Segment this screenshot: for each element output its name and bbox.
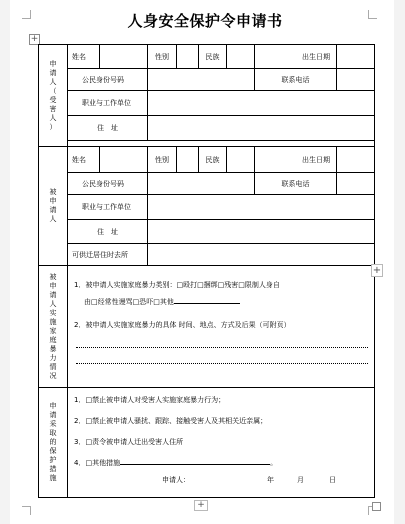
violence-detail-line: 2．被申请人实施家庭暴力的具体 时间、地点、方式及后果（可附页） <box>74 321 291 329</box>
signature-month-label: 月 <box>297 476 304 484</box>
respondent-side-char: 被 <box>49 188 57 196</box>
applicant-side-char: 请 <box>49 68 57 77</box>
signature-day-label: 日 <box>329 476 336 484</box>
violence-side-char: 请 <box>49 290 57 299</box>
measures-side-char: 采 <box>49 420 57 428</box>
applicant-address-field[interactable] <box>148 116 375 141</box>
applicant-ethnicity-field[interactable] <box>227 45 255 69</box>
respondent-job-label: 职业与工作单位 <box>68 195 148 220</box>
violence-type-line: 1．被申请人实施家庭暴力类别：□殴打□捆绑□残害□限制人身自 <box>74 281 280 289</box>
violence-other-prefix: 由□经常性谩骂□恐吓□其他 <box>84 298 174 306</box>
measure-item-4-suffix: 。 <box>270 459 278 467</box>
applicant-ethnicity-label: 民族 <box>199 45 227 69</box>
violence-side-char: 庭 <box>49 335 57 344</box>
measures-side-label <box>39 388 68 498</box>
violence-side-char: 情 <box>49 362 57 371</box>
document-title: 人身安全保护令申请书 <box>127 12 283 30</box>
respondent-side-char: 请 <box>49 206 57 214</box>
applicant-address-label: 住 址 <box>68 116 148 141</box>
crop-mark-top-left <box>22 10 31 19</box>
table-row-insert-handle-icon[interactable]: + <box>372 265 382 276</box>
applicant-name-field[interactable] <box>100 45 148 69</box>
measures-side-char: 措 <box>49 465 57 473</box>
measures-side-char: 的 <box>49 438 57 446</box>
respondent-address-label: 住 址 <box>68 220 148 244</box>
violence-side-char: 实 <box>49 308 57 317</box>
violence-side-char: 力 <box>49 353 57 362</box>
measure-other-underline[interactable] <box>120 458 270 465</box>
measure-item-4[interactable] <box>68 457 374 470</box>
applicant-side-char: 人 <box>49 113 57 122</box>
applicant-id-field[interactable] <box>148 69 255 91</box>
measure-item-1[interactable]: 1．□禁止被申请人对受害人实施家庭暴力行为； <box>74 396 226 404</box>
crop-mark-bottom-left <box>22 506 31 515</box>
signature-label: 申请人： <box>162 476 190 484</box>
applicant-job-field[interactable] <box>148 91 375 116</box>
measures-side-char: 护 <box>49 456 57 464</box>
applicant-side-char: ） <box>49 122 57 131</box>
measures-side-char: 保 <box>49 447 57 455</box>
respondent-side-char: 申 <box>49 197 57 205</box>
respondent-moved-field[interactable] <box>148 244 375 266</box>
respondent-phone-label: 联系电话 <box>255 173 337 195</box>
respondent-ethnicity-field[interactable] <box>227 147 255 173</box>
respondent-birth-field[interactable] <box>337 147 375 173</box>
applicant-job-label: 职业与工作单位 <box>68 91 148 116</box>
measure-item-4-prefix: 4．□其他措施 <box>74 459 121 467</box>
table-add-row-handle-icon[interactable]: + <box>194 500 208 511</box>
applicant-id-label: 公民身份号码 <box>68 69 148 91</box>
violence-other-underline[interactable] <box>174 297 240 304</box>
measures-cell[interactable] <box>68 388 375 498</box>
respondent-side-label <box>39 147 68 266</box>
respondent-address-field[interactable] <box>148 220 375 244</box>
applicant-name-label: 姓名 <box>68 45 100 69</box>
table-resize-handle-icon[interactable] <box>372 502 381 511</box>
violence-side-char: 况 <box>49 371 57 380</box>
applicant-side-char: 申 <box>49 59 57 68</box>
measure-item-2[interactable]: 2．□禁止被申请人骚扰、跟踪、接触受害人及其相关近亲属； <box>74 417 268 425</box>
respondent-gender-label: 性别 <box>148 147 177 173</box>
measures-side-char: 取 <box>49 429 57 437</box>
applicant-birth-label: 出生日期 <box>255 45 337 69</box>
respondent-birth-label: 出生日期 <box>255 147 337 173</box>
violence-description-cell[interactable] <box>68 266 375 388</box>
violence-side-char: 被 <box>49 272 57 281</box>
measures-side-char: 请 <box>49 411 57 419</box>
respondent-side-char: 人 <box>49 215 57 223</box>
applicant-side-char: （ <box>49 86 57 95</box>
respondent-moved-label: 可供迁居住时去所 <box>68 244 148 266</box>
violence-side-char: 施 <box>49 317 57 326</box>
respondent-id-label: 公民身份号码 <box>68 173 148 195</box>
applicant-side-label <box>39 45 68 147</box>
applicant-side-char: 人 <box>49 77 57 86</box>
violence-dotted-line-2[interactable] <box>76 354 368 364</box>
measures-side-char: 申 <box>49 402 57 410</box>
applicant-gender-field[interactable] <box>177 45 199 69</box>
signature-line <box>68 474 374 487</box>
applicant-side-char: 受 <box>49 95 57 104</box>
respondent-job-field[interactable] <box>148 195 375 220</box>
application-form-table <box>38 44 375 498</box>
violence-side-char: 人 <box>49 299 57 308</box>
table-move-handle-icon[interactable]: + <box>30 34 39 44</box>
violence-side-char: 申 <box>49 281 57 290</box>
applicant-phone-field[interactable] <box>337 69 375 91</box>
applicant-phone-label: 联系电话 <box>255 69 337 91</box>
respondent-gender-field[interactable] <box>177 147 199 173</box>
signature-year-label: 年 <box>267 476 274 484</box>
respondent-phone-field[interactable] <box>337 173 375 195</box>
applicant-gender-label: 性别 <box>148 45 177 69</box>
respondent-ethnicity-label: 民族 <box>199 147 227 173</box>
respondent-name-field[interactable] <box>100 147 148 173</box>
measure-item-3[interactable]: 3．□责令被申请人迁出受害人住所 <box>74 438 184 446</box>
respondent-name-label: 姓名 <box>68 147 100 173</box>
measures-side-char: 施 <box>49 474 57 482</box>
respondent-id-field[interactable] <box>148 173 255 195</box>
violence-side-char: 暴 <box>49 344 57 353</box>
violence-side-char: 家 <box>49 326 57 335</box>
violence-side-label <box>39 266 68 388</box>
violence-type-line-2 <box>68 296 374 309</box>
applicant-side-char: 害 <box>49 104 57 113</box>
applicant-birth-field[interactable] <box>337 45 375 69</box>
violence-dotted-line-1[interactable] <box>76 338 368 348</box>
